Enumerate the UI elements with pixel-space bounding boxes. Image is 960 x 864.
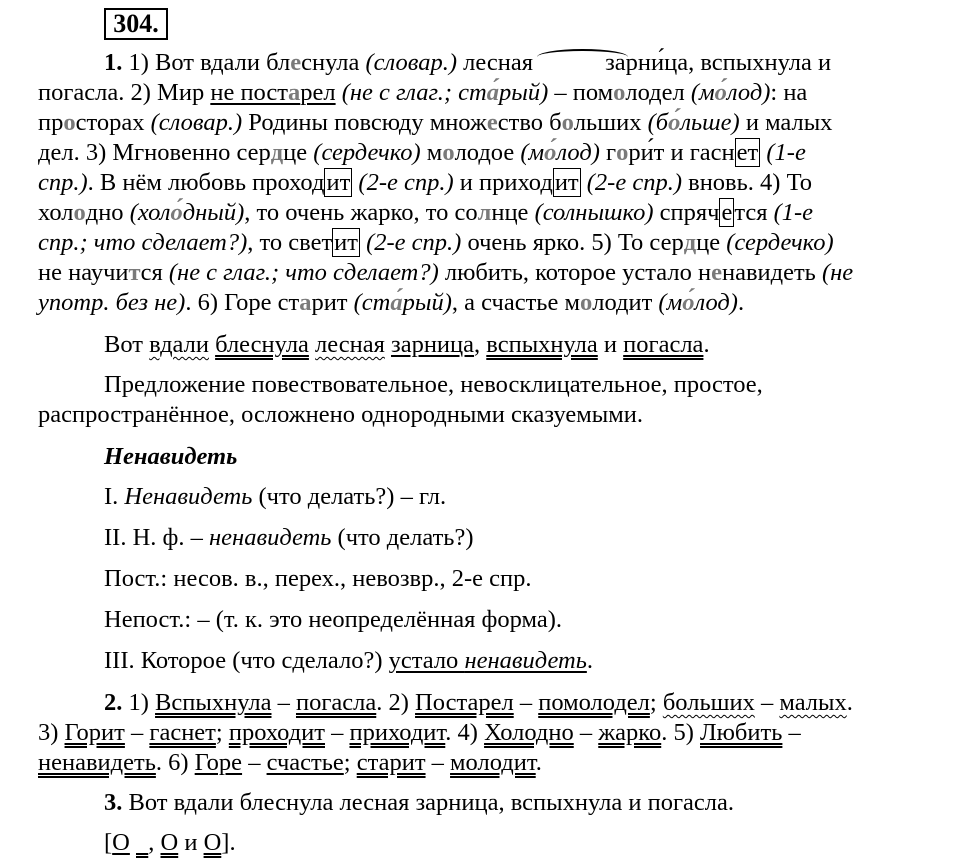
morph-line1: I. Ненавидеть (что делать?) – гл. <box>104 483 447 510</box>
hint: (сердечко) <box>726 229 834 256</box>
task2-line3: ненавидеть. 6) Горе – счастье; старит – молодит. <box>38 749 542 776</box>
hint: (2-е спр.) <box>586 169 682 196</box>
attribute: лесная <box>315 331 385 358</box>
analysis-line2: распространённое, осложнено однородными сказуемыми. <box>38 401 643 428</box>
ending-box: ет <box>736 139 759 166</box>
analysis-line1: Предложение повествовательное, невосклицательное, простое, <box>104 371 763 398</box>
hint: (не с глаг.; ста́рый) <box>341 79 549 106</box>
task1-line5: спр.). В нём любовь проходит (2-е спр.) и приходит (2-е спр.) вновь. 4) То <box>38 169 812 196</box>
morph-line5: III. Которое (что сделало?) устало ненавидеть. <box>104 647 593 674</box>
task1-line2: погасла. 2) Мир не постарел (не с глаг.; ста́рый) – помолодел (мо́лод): на <box>38 79 808 106</box>
hint: (бо́льше) <box>647 109 740 136</box>
task-number: 1. <box>104 49 123 76</box>
task1-line3: просторах (словар.) Родины повсюду множество больших (бо́льше) и малых <box>38 109 833 136</box>
task1-paragraph <box>38 48 918 318</box>
task-number: 3. <box>104 789 123 816</box>
hint: (1-е <box>766 139 806 166</box>
task-number: 2. <box>104 689 123 716</box>
hint: (не <box>821 259 854 286</box>
underlined-phrase: устало ненавидеть <box>388 647 587 674</box>
task1-line6: холодно (холо́дный), то очень жарко, то солнце (солнышко) спрячется (1-е <box>38 199 814 226</box>
hint: (словар.) <box>150 109 243 136</box>
task1-line9: употр. без не). 6) Горе старит (ста́рый), а счастье молодит (мо́лод). <box>38 289 745 316</box>
ending-box: ит <box>326 169 351 196</box>
exercise-number: 304. <box>104 8 168 40</box>
hint: (2-е спр.) <box>358 169 454 196</box>
hint: (мо́лод) <box>520 139 600 166</box>
hint: (ста́рый) <box>353 289 452 316</box>
ending-box: ит <box>334 229 358 256</box>
adverbial: вдали <box>149 331 209 358</box>
hint: (солнышко) <box>534 199 654 226</box>
hint: (не с глаг.; что сделает?) <box>168 259 439 286</box>
ending-box: ит <box>554 169 579 196</box>
hint: спр.; что сделает?) <box>38 229 248 256</box>
task2-line1: 2. 1) Вспыхнула – погасла. 2) Постарел – помолодел; больших – малых. <box>104 689 853 716</box>
morph-title: Ненавидеть <box>104 443 238 470</box>
hint: (словар.) <box>365 49 457 76</box>
predicate: блеснула <box>215 331 309 358</box>
morph-line2: II. Н. ф. – ненавидеть (что делать?) <box>104 524 474 551</box>
hint: (сердечко) <box>313 139 421 166</box>
hint: употр. без не) <box>38 289 186 316</box>
task3-line: 3. Вот вдали блеснула лесная зарница, вспыхнула и погасла. <box>104 789 735 816</box>
task2-line2: 3) Горит – гаснет; проходит – приходит. 4) Холодно – жарко. 5) Любить – <box>38 719 801 746</box>
hint: (холо́дный) <box>129 199 245 226</box>
hint: (мо́лод) <box>658 289 738 316</box>
morph-line4: Непост.: – (т. к. это неопределённая форма). <box>104 606 562 633</box>
root-mark: за <box>539 48 626 78</box>
task1-line7: спр.; что сделает?), то светит (2-е спр.) очень ярко. 5) То сердце (сердечко) <box>38 229 834 256</box>
hint: (1-е <box>773 199 814 226</box>
ending-box: е <box>721 199 733 226</box>
task1-line4: дел. 3) Мгновенно сердце (сердечко) молодое (мо́лод) гори́т и гаснет (1-е <box>38 139 806 166</box>
predicate: погасла <box>623 331 704 358</box>
subject: зарница <box>391 331 475 358</box>
task1-line8: не научится (не с глаг.; что сделает?) любить, которое устало ненавидеть (не <box>38 259 854 286</box>
task1-line1: 1. 1) Вот вдали блеснула (словар.) лесная зарни́ца, вспыхнула и <box>104 49 832 76</box>
hint: (2-е спр.) <box>366 229 462 256</box>
predicate: вспыхнула <box>486 331 598 358</box>
sentence-scheme: [О , О и О]. <box>104 829 236 856</box>
prefix-underline: не постарел <box>210 79 336 106</box>
hint: (мо́лод) <box>690 79 771 106</box>
hint: спр.) <box>38 169 88 196</box>
morph-line3: Пост.: несов. в., перех., невозвр., 2-е спр. <box>104 565 532 592</box>
parsed-sentence: Вот вдали блеснула лесная зарница, вспыхнула и погасла. <box>104 331 710 358</box>
spelling-mark: е <box>290 49 302 76</box>
